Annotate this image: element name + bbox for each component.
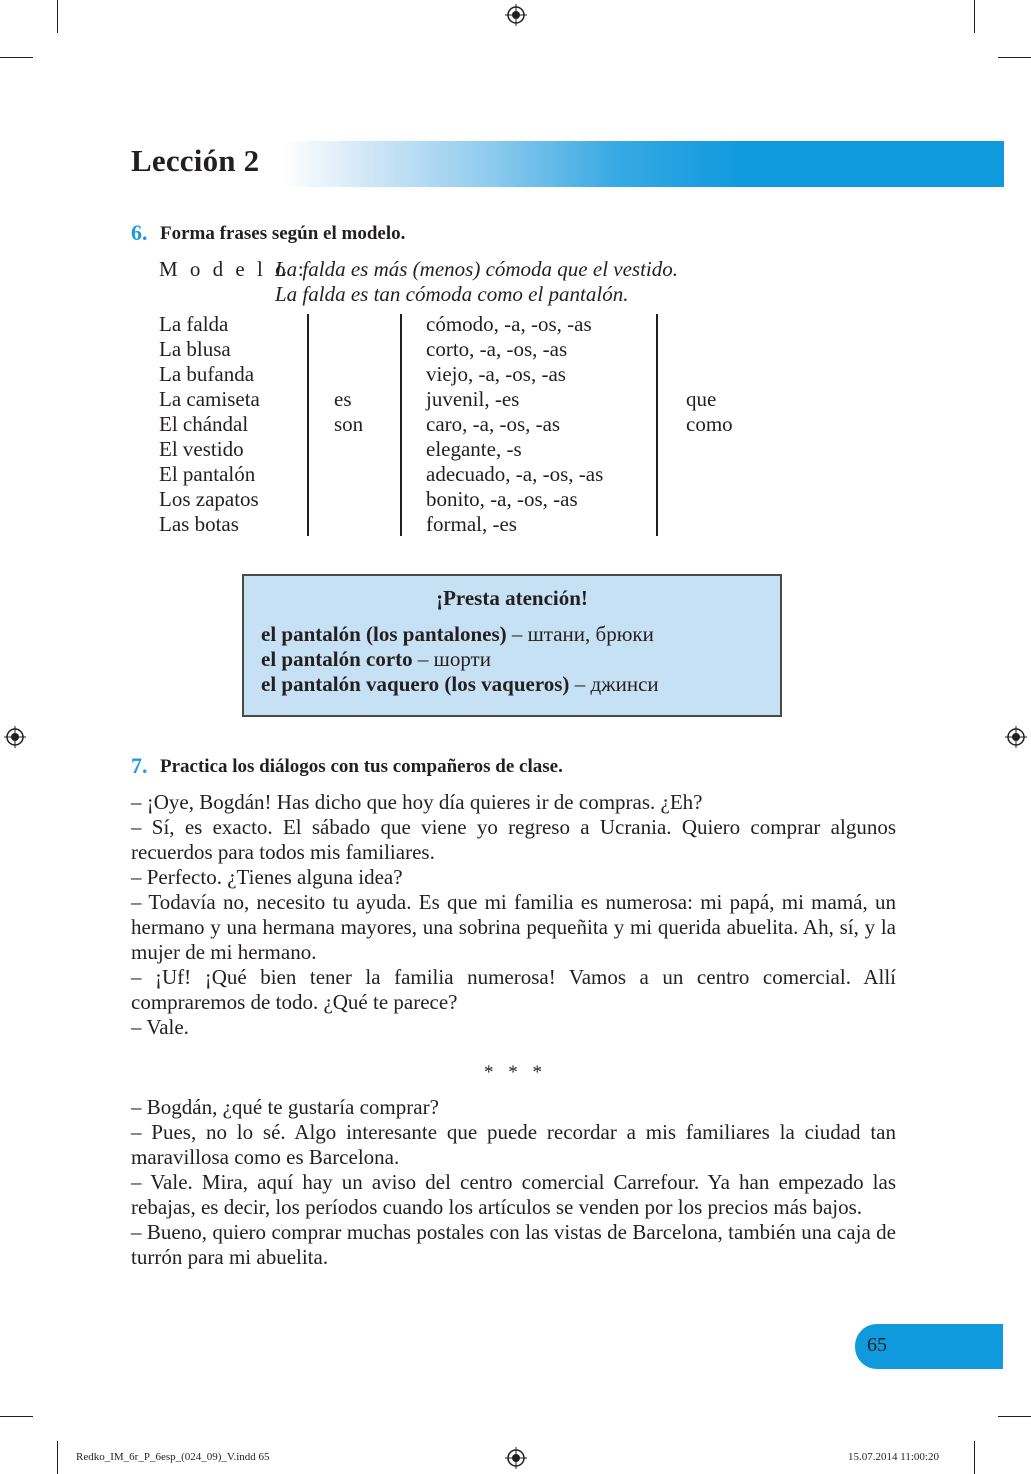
subject-item: Las botas xyxy=(159,512,239,536)
registration-mark-icon xyxy=(505,1447,527,1469)
subject-item: La blusa xyxy=(159,337,231,361)
subject-item: La bufanda xyxy=(159,362,255,386)
modelo-sentence: La falda es más (menos) cómoda que el vestido. xyxy=(275,257,679,281)
column-divider xyxy=(656,314,658,536)
dialog-line: – Perfecto. ¿Tienes alguna idea? xyxy=(131,865,403,889)
subject-item: El pantalón xyxy=(159,462,256,486)
registration-mark-icon xyxy=(4,726,26,748)
adjective-item: bonito, -a, -os, -as xyxy=(426,487,578,511)
crop-mark xyxy=(57,1441,58,1474)
dialog-line: – Vale. Mira, aquí hay un aviso del centro comercial Carrefour. Ya han empezado las rebajas, es decir, los períodos cuando los artículos se venden por los precios más bajos. xyxy=(131,1170,896,1219)
crop-mark xyxy=(974,0,975,33)
registration-mark-icon xyxy=(1005,726,1027,748)
vocabulary-line xyxy=(261,622,654,647)
adjective-item: formal, -es xyxy=(426,512,517,536)
dialog-block xyxy=(131,790,896,1040)
modelo-sentence: La falda es tan cómoda como el pantalón. xyxy=(275,282,629,306)
subject-item: La falda xyxy=(159,312,229,336)
vocabulary-term: el pantalón corto xyxy=(261,647,413,671)
verb-item: es xyxy=(334,387,352,411)
lesson-title: Lección 2 xyxy=(131,143,260,178)
vocabulary-translation: – штани, брюки xyxy=(506,622,654,646)
verb-item: son xyxy=(334,412,364,436)
vocabulary-term: el pantalón (los pantalones) xyxy=(261,622,507,646)
dialog-line: – ¡Oye, Bogdán! Has dicho que hoy día quieres ir de compras. ¿Eh? xyxy=(131,790,703,814)
crop-mark xyxy=(974,1441,975,1474)
registration-mark-icon xyxy=(505,4,527,26)
crop-mark xyxy=(998,57,1031,58)
attention-box xyxy=(242,574,782,717)
vocabulary-translation: – джинси xyxy=(569,672,659,696)
column-divider xyxy=(307,314,309,536)
dialog-line: – Todavía no, necesito tu ayuda. Es que mi familia es numerosa: mi papá, mi mamá, un hermano y una hermana mayores, una sobrina pequeñita y mi querida abuelita. Ah, sí, y la mujer de mi hermano. xyxy=(131,890,896,964)
exercise-instruction: Practica los diálogos con tus compañeros de clase. xyxy=(160,756,563,777)
subjects-column xyxy=(159,312,260,537)
subject-item: El chándal xyxy=(159,412,249,436)
vocabulary-term: el pantalón vaquero (los vaqueros) xyxy=(261,672,570,696)
dialog-line: – Vale. xyxy=(131,1015,189,1039)
adjective-item: elegante, -s xyxy=(426,437,522,461)
footer-filename: Redko_IM_6r_P_6esp_(024_09)_V.indd 65 xyxy=(76,1451,270,1463)
dialog-block xyxy=(131,1095,896,1270)
adjective-item: caro, -a, -os, -as xyxy=(426,412,561,436)
exercise-number: 6. xyxy=(131,220,148,245)
dialog-line: – Bogdán, ¿qué te gustaría comprar? xyxy=(131,1095,439,1119)
page-number: 65 xyxy=(867,1334,887,1356)
connectors-column xyxy=(686,387,733,437)
adjective-item: adecuado, -a, -os, -as xyxy=(426,462,604,486)
dialog-line: – ¡Uf! ¡Qué bien tener la familia numerosa! Vamos a un centro comercial. Allí compraremos de todo. ¿Qué te parece? xyxy=(131,965,896,1014)
subject-item: Los zapatos xyxy=(159,487,259,511)
adjective-item: corto, -a, -os, -as xyxy=(426,337,568,361)
adjective-item: juvenil, -es xyxy=(426,387,520,411)
dialog-line: – Bueno, quiero comprar muchas postales con las vistas de Barcelona, también una caja de turrón para mi abuelita. xyxy=(131,1220,896,1269)
crop-mark xyxy=(998,1416,1031,1417)
exercise-number: 7. xyxy=(131,753,148,778)
vocabulary-line xyxy=(261,647,491,672)
subject-item: El vestido xyxy=(159,437,244,461)
vocabulary-translation: – шорти xyxy=(412,647,491,671)
verbs-column xyxy=(334,387,363,437)
exercise-instruction: Forma frases según el modelo. xyxy=(160,223,406,244)
adjective-item: viejo, -a, -os, -as xyxy=(426,362,566,386)
crop-mark xyxy=(57,0,58,33)
subject-item: La camiseta xyxy=(159,387,260,411)
connector-item: como xyxy=(686,412,733,436)
column-divider xyxy=(400,314,402,536)
dialog-line: – Pues, no lo sé. Algo interesante que puede recordar a mis familiares la ciudad tan maravillosa como es Barcelona. xyxy=(131,1120,896,1169)
crop-mark xyxy=(0,57,33,58)
section-separator: * * * xyxy=(484,1062,547,1083)
adjective-item: cómodo, -a, -os, -as xyxy=(426,312,592,336)
vocabulary-line xyxy=(261,672,659,697)
connector-item: que xyxy=(686,387,717,411)
dialog-line: – Sí, es exacto. El sábado que viene yo regreso a Ucrania. Quiero comprar algunos recuerdos para todos mis familiares. xyxy=(131,815,896,864)
adjectives-column xyxy=(426,312,603,537)
crop-mark xyxy=(0,1416,33,1417)
footer-timestamp: 15.07.2014 11:00:20 xyxy=(848,1451,939,1463)
attention-title: ¡Presta atención! xyxy=(436,586,588,610)
modelo-label: M o d e l o : xyxy=(159,257,308,281)
